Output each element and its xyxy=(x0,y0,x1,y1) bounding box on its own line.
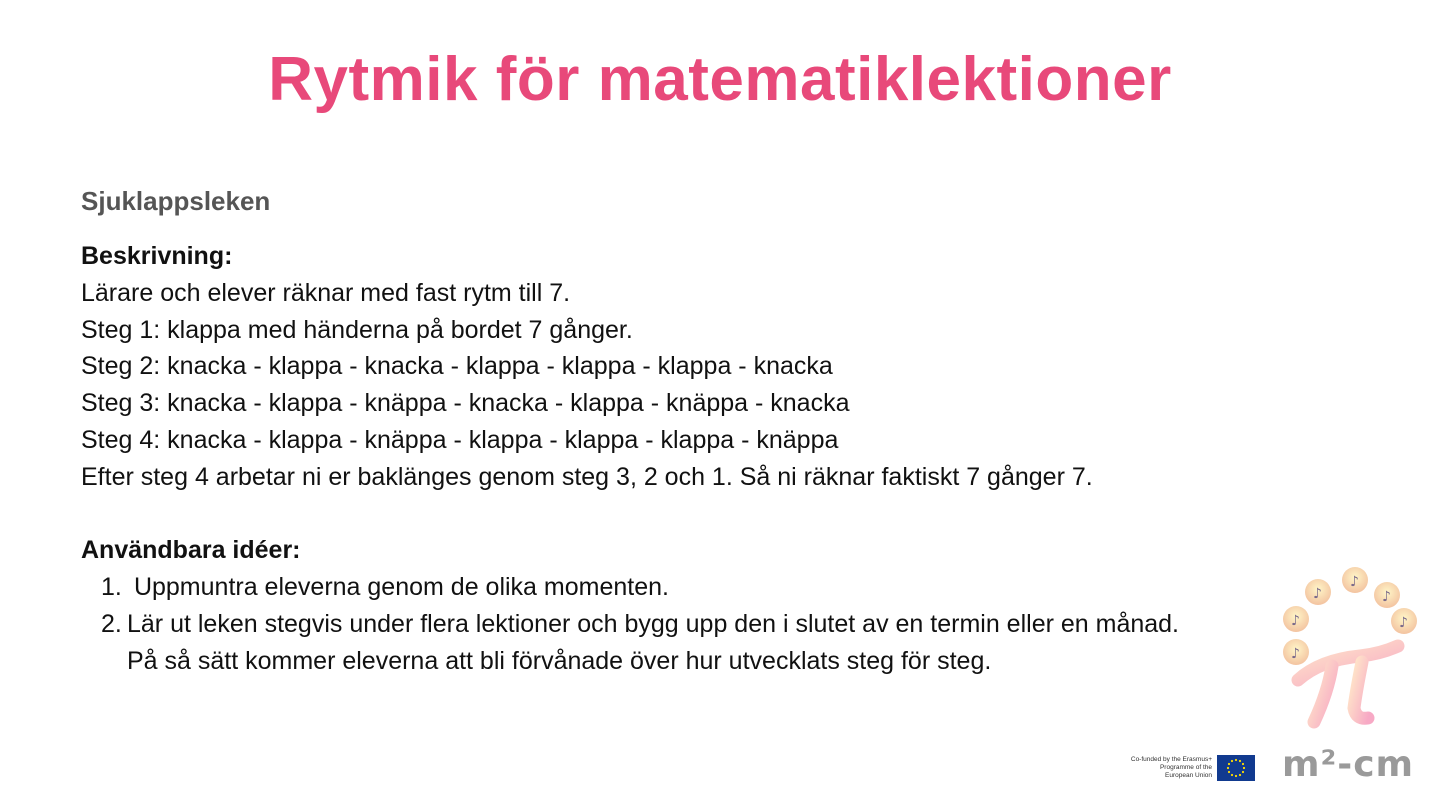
list-item-text: Lär ut leken stegvis under flera lektioner och bygg upp den i slutet av en termin eller en månad. xyxy=(127,609,1180,638)
pi-symbol-icon xyxy=(1298,646,1398,722)
brand-logo-text: m²-cm xyxy=(1282,744,1415,785)
music-note-icon xyxy=(1305,579,1331,605)
description-line: Steg 2: knacka - klappa - knacka - klappa - klappa - klappa - knacka xyxy=(81,352,833,381)
description-line: Efter steg 4 arbetar ni er baklänges genom steg 3, 2 och 1. Så ni räknar faktiskt 7 gånger 7. xyxy=(81,462,1093,491)
list-item-number: 2. xyxy=(101,609,122,638)
ideas-heading: Användbara idéer: xyxy=(81,536,301,565)
svg-text:♪: ♪ xyxy=(1291,613,1300,629)
description-heading: Beskrivning: xyxy=(81,242,233,270)
description-line: Lärare och elever räknar med fast rytm till 7. xyxy=(81,278,571,307)
eu-funding-text: Co-funded by the Erasmus+ Programme of the European Union xyxy=(1130,756,1212,779)
music-note-icon xyxy=(1374,582,1400,608)
slide-title: Rytmik för matematiklektioner xyxy=(268,45,1172,114)
list-item xyxy=(81,606,1381,680)
spacer xyxy=(81,496,1381,533)
svg-text:♪: ♪ xyxy=(1382,589,1391,605)
music-note-icon xyxy=(1342,567,1368,593)
slide-subtitle: Sjuklappsleken xyxy=(81,186,271,216)
music-note-icon xyxy=(1391,608,1417,634)
description-line: Steg 3: knacka - klappa - knäppa - knacka - klappa - knäppa - knacka xyxy=(81,389,850,418)
list-item-number: 1. xyxy=(101,573,122,602)
slide-body xyxy=(81,238,1381,680)
svg-text:♪: ♪ xyxy=(1350,574,1359,590)
pi-logo-icon xyxy=(1270,562,1420,742)
description-line: Steg 1: klappa med händerna på bordet 7 gånger. xyxy=(81,315,633,344)
svg-text:♪: ♪ xyxy=(1313,586,1322,602)
svg-text:♪: ♪ xyxy=(1399,615,1408,631)
ideas-list xyxy=(81,569,1381,679)
eu-flag-icon xyxy=(1217,755,1255,781)
description-line: Steg 4: knacka - klappa - knäppa - klappa - klappa - klappa - knäppa xyxy=(81,425,839,454)
list-item-text: Uppmuntra eleverna genom de olika momenten. xyxy=(127,573,669,602)
music-note-icon xyxy=(1283,639,1309,665)
music-note-icon xyxy=(1283,606,1309,632)
list-item-continuation: På så sätt kommer eleverna att bli förvånade över hur utvecklats steg för steg. xyxy=(127,646,992,675)
svg-text:♪: ♪ xyxy=(1291,646,1300,662)
list-item xyxy=(81,569,1381,606)
